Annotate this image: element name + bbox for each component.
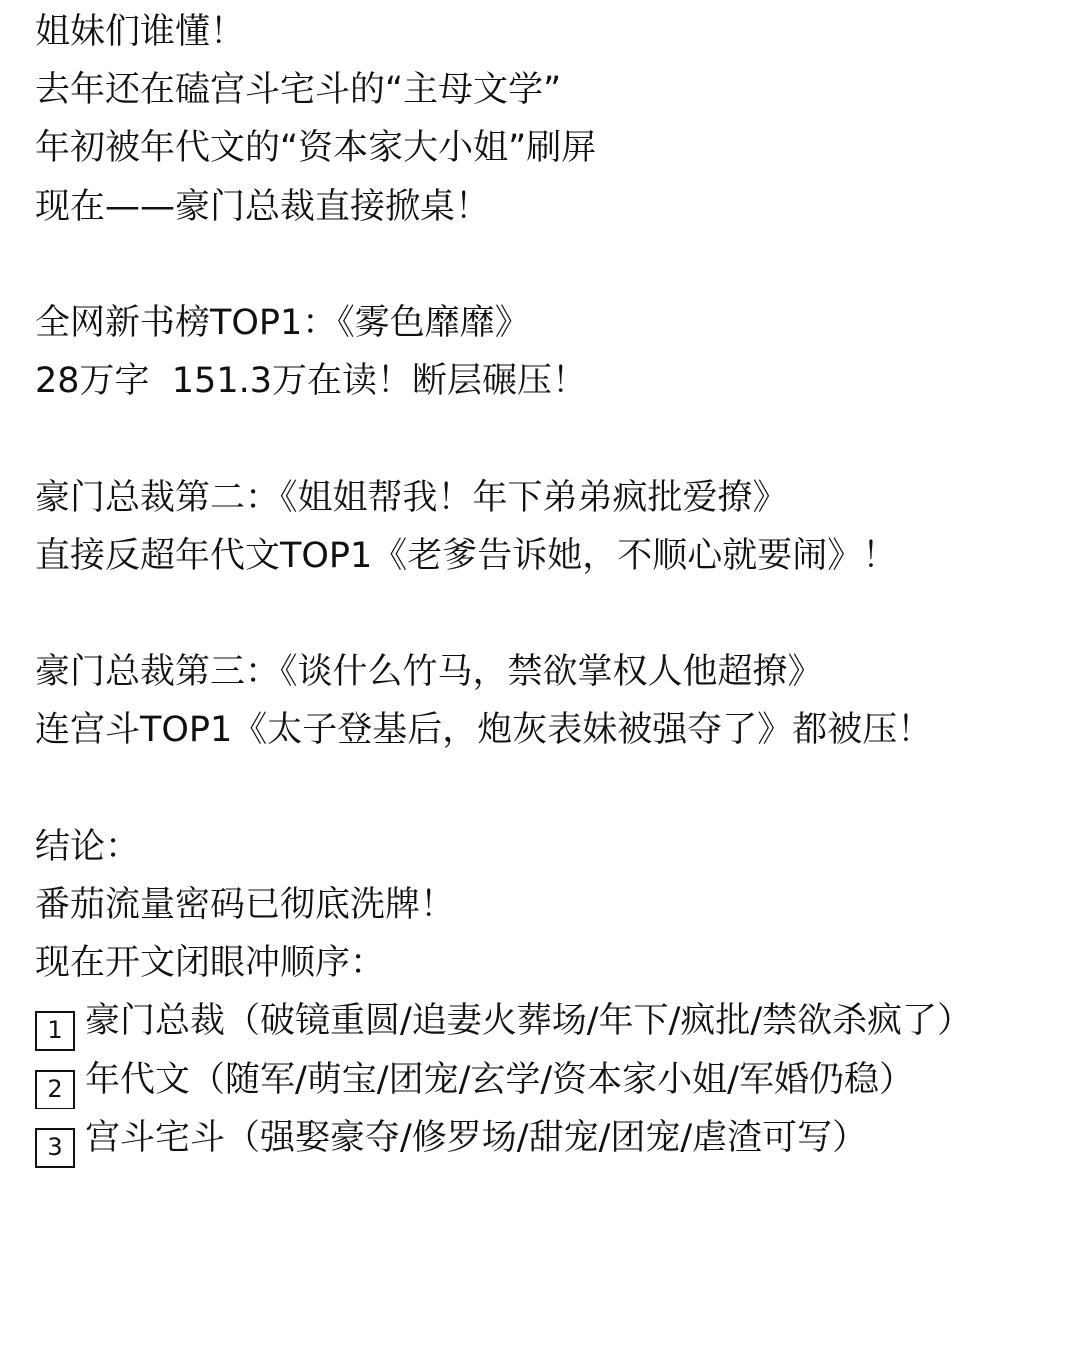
third-title-line: 豪门总裁第三：《谈什么竹马，禁欲掌权人他超撩》 xyxy=(35,652,823,693)
ranking-item-2 xyxy=(35,1051,1045,1109)
keycap-3-icon: 3 xyxy=(35,1128,75,1167)
intro-line-1: 姐妹们谁懂！ xyxy=(35,12,246,52)
post-body xyxy=(35,3,1045,1168)
intro-line-4: 现在——豪门总裁直接掀桌！ xyxy=(35,186,491,227)
spacer xyxy=(35,759,1045,817)
top1-title-line: 全网新书榜TOP1：《雾色靡靡》 xyxy=(35,302,530,343)
second-detail-line: 直接反超年代文TOP1《老爹告诉她，不顺心就要闹》！ xyxy=(35,535,898,576)
ranking-item-text: 年代文（随军/萌宝/团宠/玄学/资本家小姐/军婚仍稳） xyxy=(85,1060,914,1101)
ranking-item-text: 豪门总裁（破镜重圆/追妻火葬场/年下/疯批/禁欲杀疯了） xyxy=(85,1001,973,1042)
ranking-item-text: 宫斗宅斗（强娶豪夺/修罗场/甜宠/团宠/虐渣可写） xyxy=(85,1118,868,1159)
ranking-item-3 xyxy=(35,1109,1045,1167)
spacer xyxy=(35,585,1045,643)
intro-line-2: 去年还在磕宫斗宅斗的“主母文学” xyxy=(35,70,562,111)
conclusion-line-2: 现在开文闭眼冲顺序： xyxy=(35,943,386,983)
keycap-1-icon: 1 xyxy=(35,1011,75,1051)
conclusion-heading: 结论： xyxy=(35,826,141,867)
keycap-2-icon: 2 xyxy=(35,1070,75,1109)
ranking-item-1 xyxy=(35,992,1045,1051)
conclusion-line-1: 番茄流量密码已彻底洗牌！ xyxy=(35,884,456,925)
second-title-line: 豪门总裁第二：《姐姐帮我！年下弟弟疯批爱撩》 xyxy=(35,477,788,518)
spacer xyxy=(35,410,1045,468)
top1-stats-line: 28万字 151.3万在读！断层碾压！ xyxy=(35,361,587,402)
third-detail-line: 连宫斗TOP1《太子登基后，炮灰表妹被强夺了》都被压！ xyxy=(35,710,933,751)
spacer xyxy=(35,236,1045,294)
intro-line-3: 年初被年代文的“资本家大小姐”刷屏 xyxy=(35,128,597,169)
